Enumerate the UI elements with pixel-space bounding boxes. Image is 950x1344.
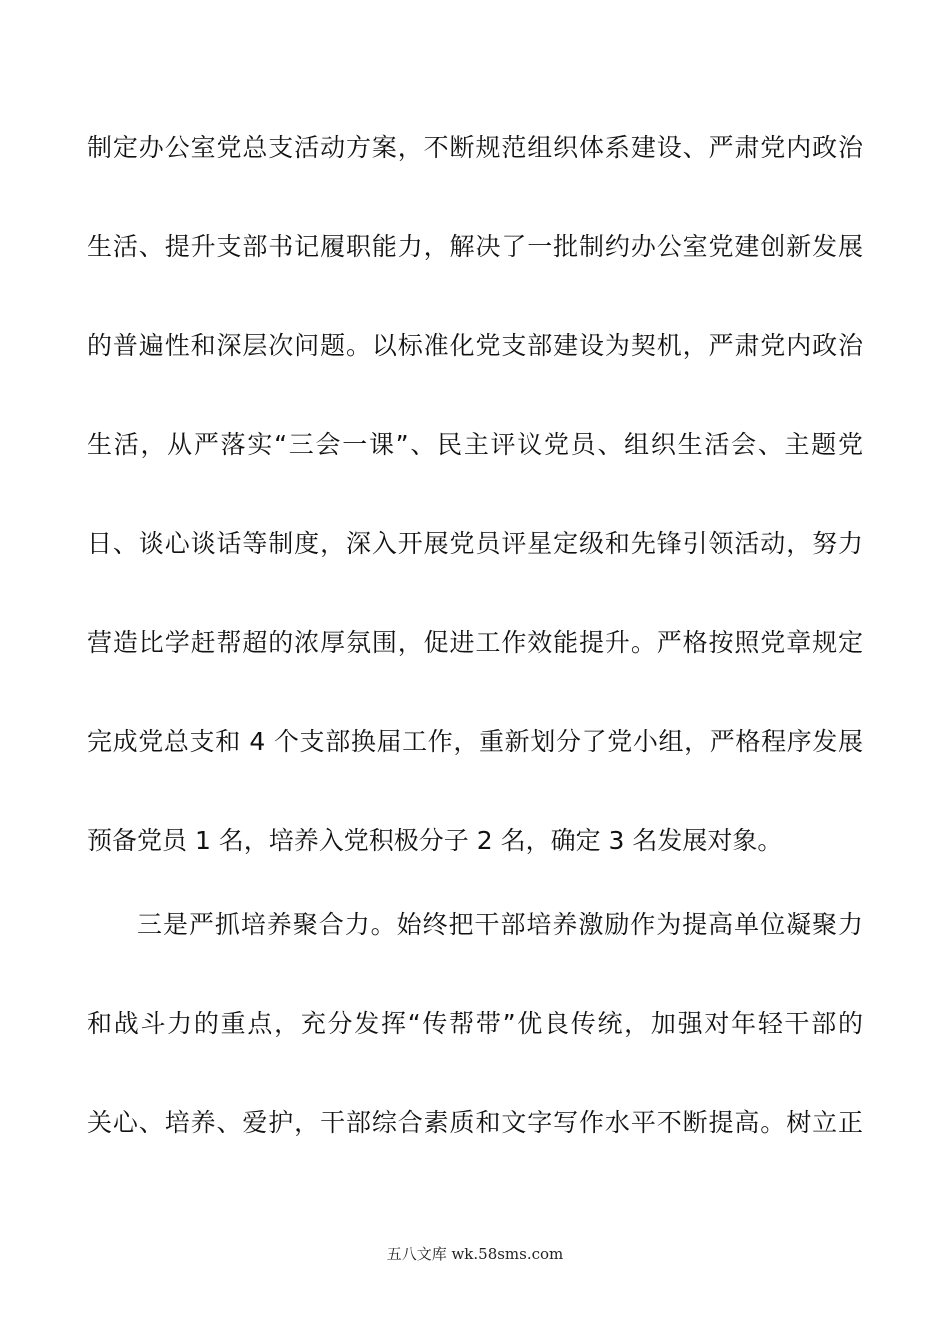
paragraph-line: 制定办公室党总支活动方案，不断规范组织体系建设、严肃党内政治 bbox=[87, 133, 863, 162]
paragraph-line: 生活，从严落实“三会一课”、民主评议党员、组织生活会、主题党 bbox=[87, 430, 863, 459]
paragraph-line: 营造比学赶帮超的浓厚氛围，促进工作效能提升。严格按照党章规定 bbox=[87, 628, 863, 657]
paragraph-line: 日、谈心谈话等制度，深入开展党员评星定级和先锋引领活动，努力 bbox=[87, 529, 863, 558]
paragraph-line: 三是严抓培养聚合力。始终把干部培养激励作为提高单位凝聚力 bbox=[137, 910, 863, 939]
paragraph-line: 预备党员 1 名，培养入党积极分子 2 名，确定 3 名发展对象。 bbox=[87, 826, 783, 855]
paragraph-line: 的普遍性和深层次问题。以标准化党支部建设为契机，严肃党内政治 bbox=[87, 331, 863, 360]
paragraph-line: 和战斗力的重点，充分发挥“传帮带”优良传统，加强对年轻干部的 bbox=[87, 1009, 863, 1038]
paragraph-line: 关心、培养、爱护，干部综合素质和文字写作水平不断提高。树立正 bbox=[87, 1108, 863, 1137]
paragraph-line: 生活、提升支部书记履职能力，解决了一批制约办公室党建创新发展 bbox=[87, 232, 863, 261]
footer-watermark: 五八文库 wk.58sms.com bbox=[386, 1245, 564, 1263]
paragraph-line: 完成党总支和 4 个支部换届工作，重新划分了党小组，严格程序发展 bbox=[87, 727, 863, 756]
